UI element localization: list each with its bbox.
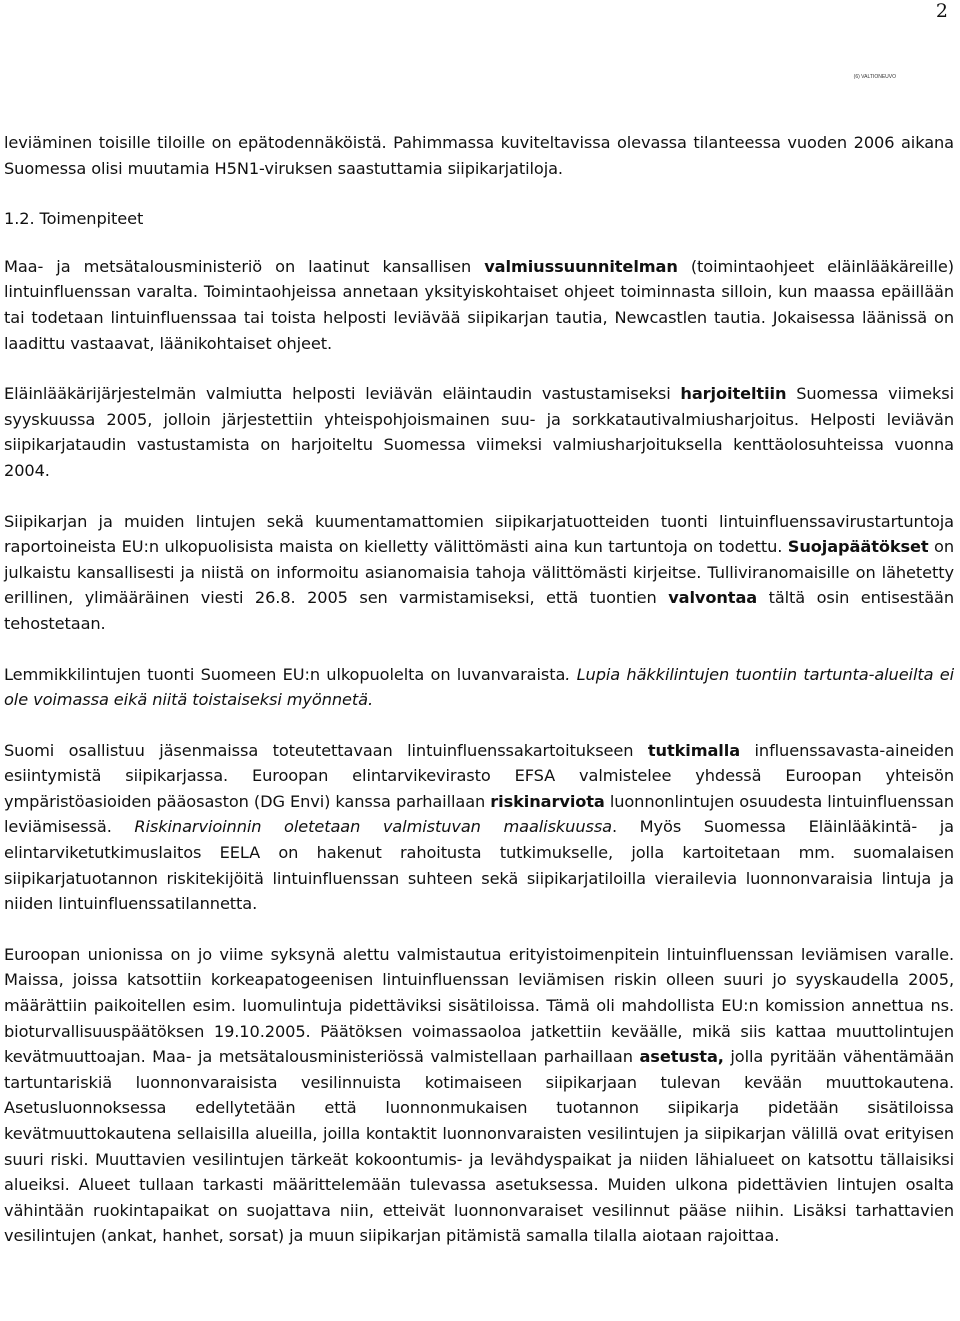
p1-text: leviäminen toisille tiloille on epätodennäköistä. Pahimmassa kuviteltavissa olevassa tilanteessa vuoden 2006 aikana Suomessa olisi muutamia H5N1-viruksen saastuttamia siipikarjatiloja. — [4, 133, 954, 178]
paragraph-6 — [4, 738, 954, 917]
p4-text-1: Siipikarjan ja muiden lintujen sekä kuumentamattomien siipikarjatuotteiden tuonti lintuinfluenssavirustartuntoja raportoineista EU:n ulkopuolisista maista on kielletty välittömästi aina kun tartuntoja on todettu. — [4, 511, 954, 557]
page-number: 2 — [935, 0, 948, 22]
p7-bold-1: asetusta, — [639, 1047, 724, 1067]
p5-italic-1: . Lupia häkkilintujen tuontiin tartunta-alueilta ei ole voimassa eikä niitä toistaiseksi myönnetä. — [4, 664, 954, 710]
p7-text-1: Euroopan unionissa on jo viime syksynä alettu valmistautua erityistoimenpitein lintuinfluenssan leviämisen varalle. Maissa, joissa katsottiin korkeapatogeenisen lintuinfluenssan leviämisen riskin olleen suuri jo syyskaudella 2005, määrättiin paikoitellen esim. luomulintuja pidettäviksi sisätiloissa. Tämä oli mahdollista EU:n komission annettua ns. bioturvallisuuspäätöksen 19.10.2005. Päätöksen voimassaoloa jatkettiin keväälle, mikä siis kattaa muuttolintujen kevätmuuttoajan. Maa- ja metsätalousministeriössä valmistellaan parhaillaan — [4, 944, 954, 1067]
p4-bold-1: Suojapäätökset — [787, 537, 929, 557]
p3-bold-1: harjoiteltiin — [680, 384, 787, 404]
p5-text-1: Lemmikkilintujen tuonti Suomeen EU:n ulkopuolelta on luvanvaraista — [4, 664, 566, 684]
p3-text-1: Eläinlääkärijärjestelmän valmiutta helposti leviävän eläintaudin vastustamiseksi — [4, 384, 681, 404]
paragraph-3 — [4, 381, 954, 483]
p4-text-3: tältä osin entisestään tehostetaan. — [4, 588, 954, 633]
document-body — [4, 130, 954, 1274]
paragraph-5 — [4, 662, 954, 713]
p4-text-2: on julkaistu kansallisesti ja niistä on informoitu asianomaisia tahoja välittömästi kirjeitse. Tulliviranomaisille on lähetetty erillinen, ylimääräinen viesti 26.8. 2005 sen varmistamiseksi, että tuontien — [4, 537, 954, 608]
section-heading: 1.2. Toimenpiteet — [4, 209, 144, 229]
p6-text-4: . Myös Suomessa Eläinlääkintä- ja elintarviketutkimuslaitos EELA on hakenut rahoitusta tutkimukselle, jolla kartoitetaan mm. suomalaisen siipikarjatuotannon riskitekijöitä lintuinfluenssan suhteen sekä siipikarjatiloilla vierailevia luonnonvaraisia lintuja ja niiden lintuinfluenssatilannetta. — [4, 817, 954, 914]
p3-text-2: Suomessa viimeksi syyskuussa 2005, jolloin järjestettiin yhteispohjoismainen suu- ja sorkkatautivalmiusharjoitus. Helposti leviävän siipikarjataudin vastustamista on harjoiteltu Suomessa viimeksi valmiusharjoituksella kenttäolosuhteissa vuonna 2004. — [4, 384, 954, 480]
p6-italic-1: Riskinarvioinnin oletetaan valmistuvan maaliskuussa — [134, 817, 612, 837]
p4-bold-2: valvontaa — [668, 588, 758, 608]
p6-text-1: Suomi osallistuu jäsenmaissa toteutettavaan lintuinfluenssakartoitukseen — [4, 740, 648, 760]
p6-text-2: influenssavasta-aineiden esiintymistä siipikarjassa. Euroopan elintarvikevirasto EFSA valmistelee yhdessä Euroopan yhteisön ympäristöasioiden pääosaston (DG Envi) kanssa parhaillaan — [4, 740, 954, 811]
p6-bold-2: riskinarviota — [490, 791, 605, 811]
paragraph-4 — [4, 509, 954, 637]
paragraph-2 — [4, 254, 954, 356]
paragraph-1 — [4, 130, 954, 181]
paragraph-7 — [4, 942, 954, 1249]
p6-text-3: luonnonlintujen osuudesta lintuinfluenssan leviämisessä. — [4, 791, 955, 837]
p2-text-2: (toimintaohjeet eläinlääkäreille) lintuinfluenssan varalta. Toimintaohjeissa annetaan yksityiskohtaiset ohjeet toiminnasta silloin, kun maassa epäillään tai todetaan lintuinfluenssaa tai toista helposti leviävää siipikarjan tautia, Newcastlen tautia. Jokaisessa läänissä on laadittu vastaavat, läänikohtaiset ohjeet. — [4, 256, 954, 353]
p2-text-1: Maa- ja metsätalousministeriö on laatinut kansallisen — [4, 256, 485, 276]
p2-bold-1: valmiussuunnitelman — [484, 256, 678, 276]
p6-bold-1: tutkimalla — [647, 740, 741, 760]
header-tag: (6) VALTIONEUVO — [853, 74, 896, 80]
p7-text-2: jolla pyritään vähentämään tartuntariskiä luonnonvaraisista vesilinnuista kotimaiseen siipikarjaan tulevan kevään muuttokautena. Asetusluonnoksessa edellytetään että luonnonmukaisen tuotannon siipikarja pidetään sisätiloissa kevätmuuttokautena sellaisilla alueilla, joilla kontaktit luonnonvaraisten vesilintujen ja siipikarjan välillä ovat erityisen suuri riski. Muuttavien vesilintujen tärkeät kokoontumis- ja levähdyspaikat ja niiden lähialueet on katsottu tällaisiksi alueiksi. Alueet tullaan tarkasti määrittelemään tulevassa asetuksessa. Muiden ulkona pidettävien lintujen osalta vähintään ruokintapaikat on suojattava niin, etteivät luonnonvaraiset vesilinnut pääse niihin. Lisäksi tarhattavien vesilintujen (ankat, hanhet, sorsat) ja muun siipikarjan pitämistä samalla tilalla aiotaan rajoittaa. — [4, 1047, 954, 1246]
